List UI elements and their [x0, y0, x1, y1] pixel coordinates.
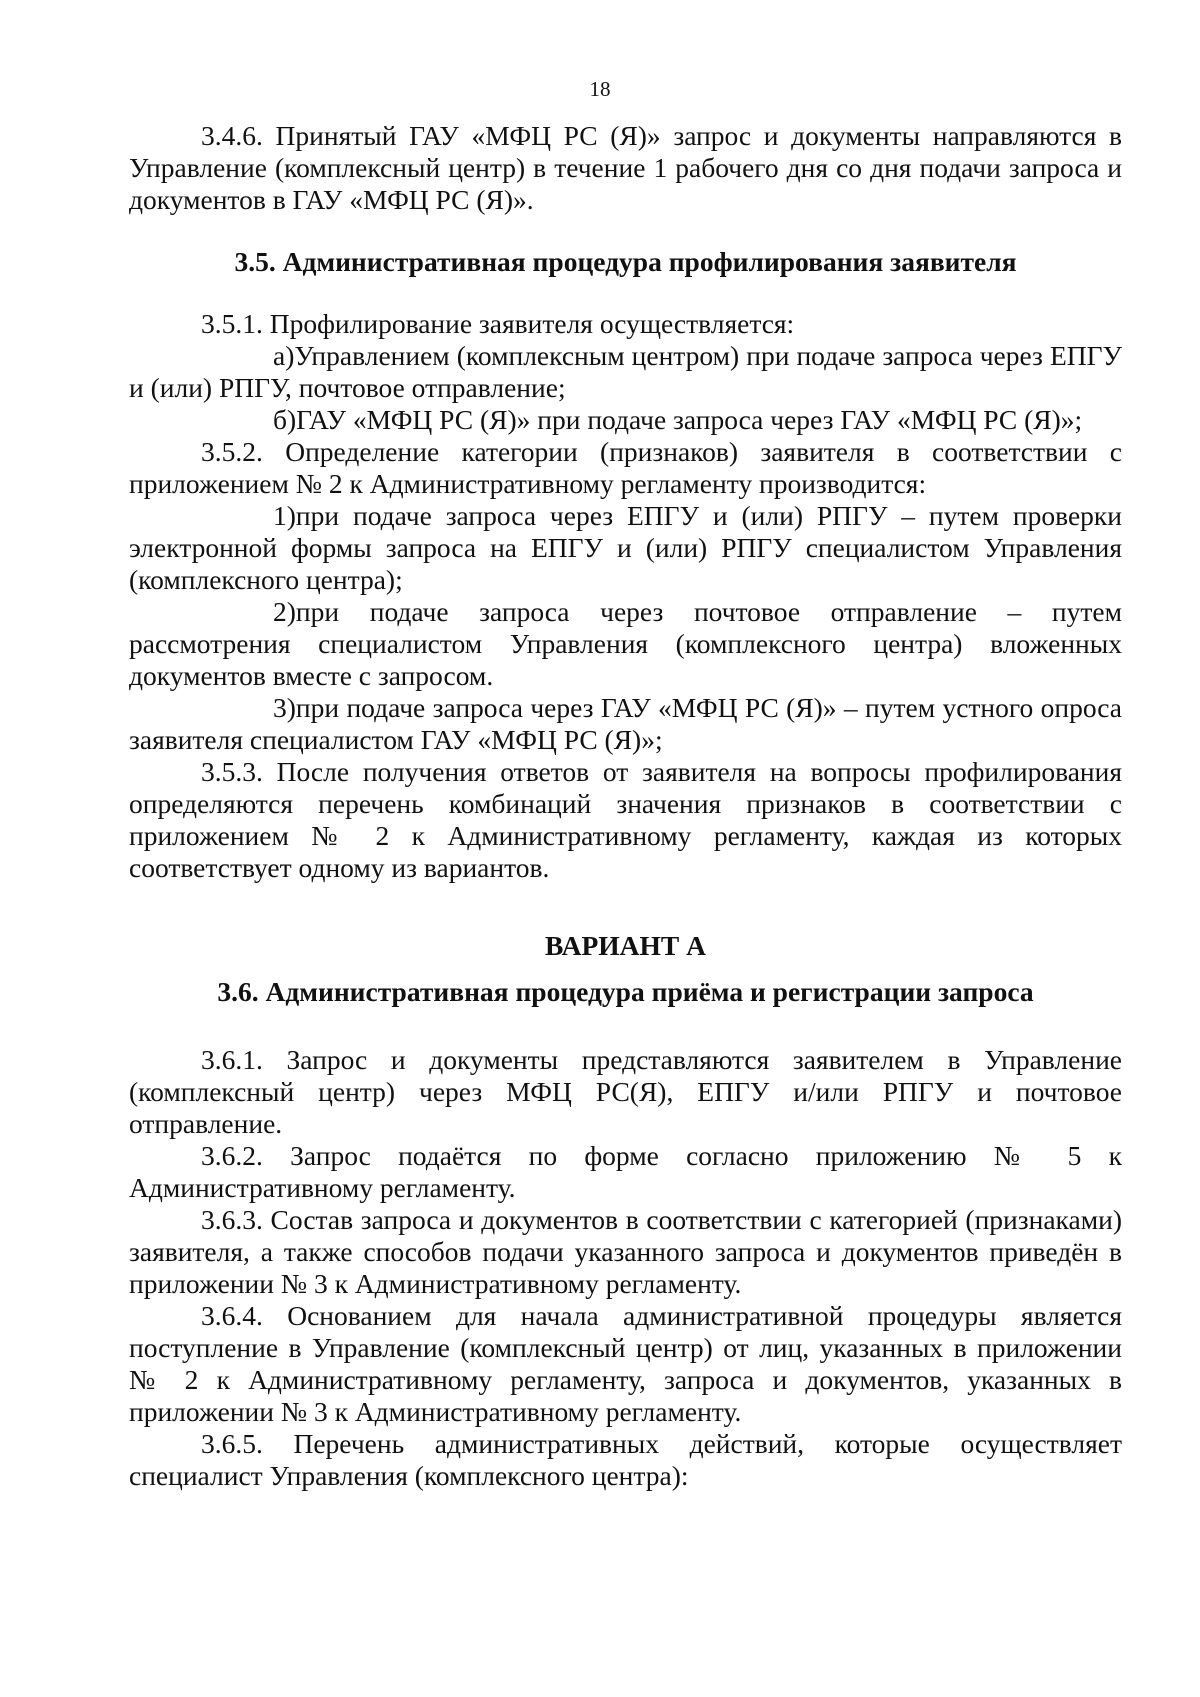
document-body: [129, 120, 1122, 1492]
list-item-3-5-1-a: [129, 340, 1122, 404]
paragraph-3-6-4: 3.6.4. Основанием для начала административной процедуры является поступление в Управление (комплексный центр) от лиц, указанных в приложении № 2 к Административному регламенту, запроса и документов, указанных в приложении № 3 к Административному регламенту.: [129, 1300, 1122, 1427]
list-item-label: 2): [273, 596, 296, 627]
list-item-text: ГАУ «МФЦ РС (Я)» при подаче запроса через ГАУ «МФЦ РС (Я)»;: [296, 404, 1083, 435]
list-item-3-5-2-3: [129, 692, 1122, 756]
paragraph-3-6-1: 3.6.1. Запрос и документы представляются заявителем в Управление (комплексный центр) через МФЦ РС(Я), ЕПГУ и/или РПГУ и почтовое отправление.: [129, 1044, 1122, 1139]
variant-heading: ВАРИАНТ А: [545, 930, 706, 961]
list-item-text: при подаче запроса через ГАУ «МФЦ РС (Я)» – путем устного опроса заявителя специалистом ГАУ «МФЦ РС (Я)»;: [129, 692, 1122, 755]
paragraph-3-5-2: 3.5.2. Определение категории (признаков) заявителя в соответствии с приложением № 2 к Административному регламенту производится:: [129, 436, 1122, 499]
paragraph-3-4-6: 3.4.6. Принятый ГАУ «МФЦ РС (Я)» запрос и документы направляются в Управление (комплексный центр) в течение 1 рабочего дня со дня подачи запроса и документов в ГАУ «МФЦ РС (Я)».: [129, 120, 1122, 215]
list-item-text: Управлением (комплексным центром) при подаче запроса через ЕПГУ и (или) РПГУ, почтовое отправление;: [129, 340, 1122, 403]
list-item-label: 3): [273, 692, 296, 723]
paragraph-3-6-2: 3.6.2. Запрос подаётся по форме согласно приложению № 5 к Административному регламенту.: [129, 1140, 1122, 1203]
list-item-3-5-2-2: [129, 596, 1122, 692]
section-heading-3-6: 3.6. Административная процедура приёма и регистрации запроса: [217, 976, 1034, 1007]
list-item-label: б): [273, 404, 297, 435]
page-number: 18: [589, 77, 611, 101]
list-item-3-5-1-b: [129, 404, 1122, 436]
list-item-text: при подаче запроса через ЕПГУ и (или) РПГУ – путем проверки электронной формы запроса на ЕПГУ и (или) РПГУ специалистом Управления (комплексного центра);: [129, 500, 1122, 595]
list-item-label: 1): [273, 500, 296, 531]
section-heading-3-5: 3.5. Административная процедура профилирования заявителя: [234, 246, 1017, 277]
paragraph-3-6-3: 3.6.3. Состав запроса и документов в соответствии с категорией (признаками) заявителя, а также способов подачи указанного запроса и документов приведён в приложении № 3 к Административному регламенту.: [129, 1204, 1122, 1299]
paragraph-3-5-3: 3.5.3. После получения ответов от заявителя на вопросы профилирования определяются перечень комбинаций значения признаков в соответствии с приложением № 2 к Административному регламенту, каждая из которых соответствует одному из вариантов.: [129, 756, 1122, 883]
list-item-3-5-2-1: [129, 500, 1122, 596]
list-item-label: а): [273, 340, 295, 371]
list-item-text: при подаче запроса через почтовое отправление – путем рассмотрения специалистом Управления (комплексного центра) вложенных документов вместе с запросом.: [129, 596, 1122, 691]
paragraph-3-6-5: 3.6.5. Перечень административных действий, которые осуществляет специалист Управления (комплексного центра):: [129, 1428, 1122, 1491]
paragraph-3-5-1: 3.5.1. Профилирование заявителя осуществляется:: [201, 308, 795, 339]
